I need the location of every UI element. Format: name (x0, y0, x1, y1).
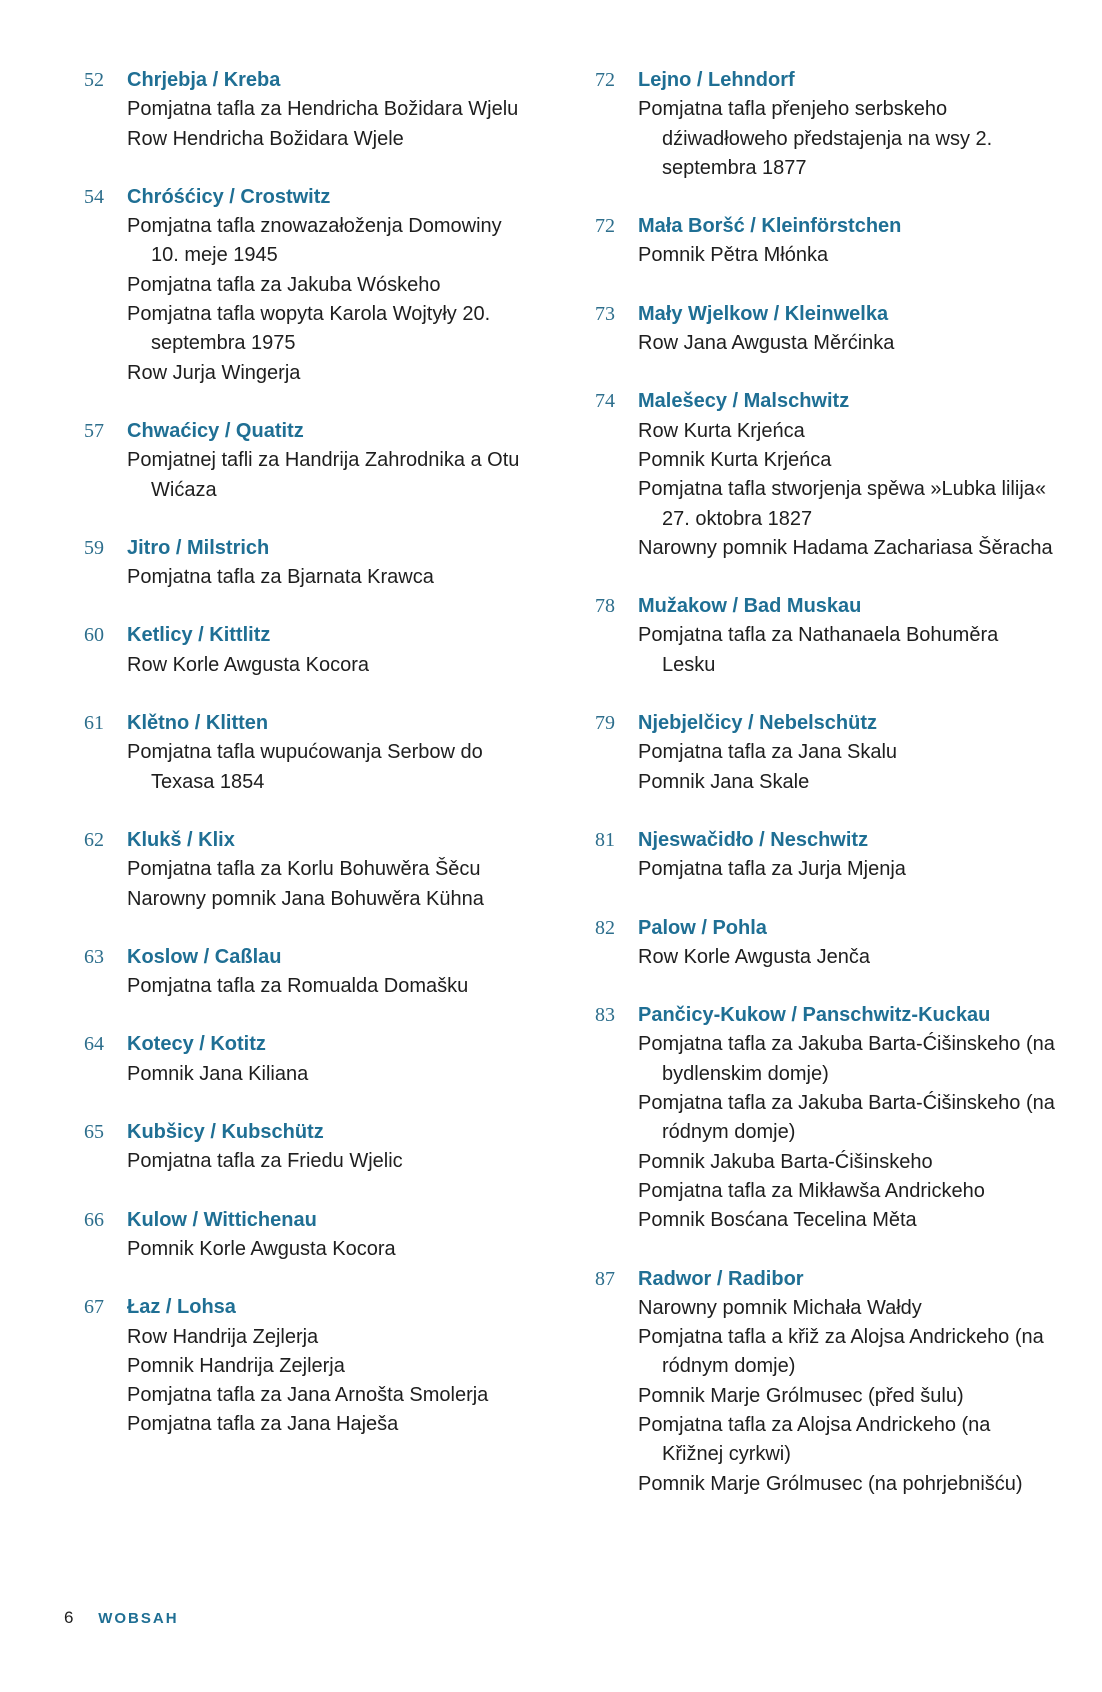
toc-item: Row Handrija Zejlerja (127, 1325, 319, 1348)
toc-place-title[interactable]: Koslow / Caßlau (127, 945, 282, 968)
toc-place-title[interactable]: Chwaćicy / Quatitz (127, 419, 304, 442)
toc-entry (575, 709, 1055, 797)
toc-item-list (127, 1147, 534, 1176)
toc-item: Pomjatna tafla za Jakuba Wóskeho (127, 273, 441, 296)
toc-item: Pomnik Handrija Zejlerja (127, 1354, 345, 1377)
toc-place-title[interactable]: Kubšicy / Kubschütz (127, 1121, 324, 1144)
toc-item: Pomnik Korle Awgusta Kocora (127, 1237, 396, 1260)
toc-item: Pomjatna tafla za Jurja Mjenja (638, 858, 906, 881)
toc-entry (64, 1030, 534, 1089)
toc-page-number: 72 (595, 69, 615, 91)
toc-item: Pomnik Marje Grólmusec (před šulu) (638, 1384, 964, 1407)
toc-item: Row Kurta Krjeńca (638, 419, 805, 442)
footer-page-number: 6 (64, 1608, 74, 1627)
toc-place-title[interactable]: Palow / Pohla (638, 916, 767, 939)
toc-item: Pomnik Jana Skale (638, 770, 810, 793)
toc-item: Pomjatna tafla za Alojsa Andrickeho (na Křižnej cyrkwi) (638, 1413, 991, 1466)
toc-place-title[interactable]: Klětno / Klitten (127, 712, 269, 735)
toc-item: Pomjatna tafla přenjeho serbskeho dźiwadłoweho předstajenja na wsy 2. septembra 1877 (638, 98, 993, 179)
toc-item: Pomjatna tafla a křiž za Alojsa Andrickeho (na ródnym domje) (638, 1326, 1044, 1378)
toc-item: Pomnik Jakuba Barta-Ćišinskeho (638, 1150, 933, 1173)
toc-item: Pomjatna tafla za Friedu Wjelic (127, 1150, 403, 1173)
toc-place-title[interactable]: Njebjelčicy / Nebelschütz (638, 712, 877, 735)
toc-place-title[interactable]: Lejno / Lehndorf (638, 69, 795, 91)
toc-item: Narowny pomnik Jana Bohuwěra Kühna (127, 887, 484, 910)
toc-page-number: 60 (84, 624, 104, 647)
toc-place-title[interactable]: Jitro / Milstrich (127, 536, 270, 559)
toc-place-title[interactable]: Kulow / Wittichenau (127, 1208, 317, 1231)
toc-page-number: 87 (595, 1267, 615, 1290)
toc-place-title[interactable]: Kotecy / Kotitz (127, 1033, 266, 1056)
toc-page-number: 73 (595, 302, 615, 325)
toc-page-number: 74 (595, 390, 615, 413)
toc-place-title[interactable]: Mały Wjelkow / Kleinwelka (638, 302, 889, 325)
toc-page-number: 66 (84, 1208, 104, 1231)
toc-item: Row Jurja Wingerja (127, 361, 301, 384)
toc-entry (64, 1293, 534, 1439)
toc-item-list (638, 1294, 1055, 1499)
toc-item-list (127, 738, 534, 797)
toc-item: Row Korle Awgusta Jenča (638, 945, 870, 968)
toc-item: Pomjatna tafla za Romualda Domašku (127, 975, 469, 998)
toc-item-list (127, 855, 534, 914)
toc-item: Pomnik Marje Grólmusec (na pohrjebnišću) (638, 1472, 1023, 1495)
toc-item-list (638, 329, 1055, 358)
toc-place-title[interactable]: Mała Boršć / Kleinförstchen (638, 215, 902, 238)
toc-page-number: 79 (595, 712, 615, 735)
toc-item: Pomjatna tafla za Jakuba Barta-Ćišinskeho (na ródnym domje) (638, 1092, 1055, 1144)
toc-entry (64, 183, 534, 388)
toc-item-list (638, 1030, 1055, 1235)
toc-item-list (127, 95, 534, 154)
toc-item-list (638, 738, 1055, 797)
toc-page-number: 81 (595, 828, 615, 851)
toc-item: Pomjatna tafla za Jana Skalu (638, 741, 898, 764)
toc-page-number: 83 (595, 1004, 615, 1027)
toc-page-number: 63 (84, 945, 104, 968)
toc-page-number: 82 (595, 916, 615, 939)
toc-page-number: 52 (84, 69, 104, 91)
toc-entry (64, 417, 534, 505)
toc-item: Pomnik Kurta Krjeńca (638, 448, 832, 471)
toc-item: Pomjatna tafla za Bjarnata Krawca (127, 566, 434, 589)
toc-item: Row Hendricha Božidara Wjele (127, 127, 404, 150)
toc-item: Pomjatna tafla za Hendricha Božidara Wjelu (127, 98, 519, 121)
toc-page-number: 57 (84, 419, 104, 442)
toc-page-number: 62 (84, 828, 104, 851)
toc-entry (575, 387, 1055, 563)
footer-section-label: WOBSAH (98, 1610, 179, 1627)
toc-item-list (127, 212, 534, 388)
toc-item: Pomjatnej tafli za Handrija Zahrodnika a Otu Wićaza (127, 449, 520, 501)
page-footer (64, 1607, 179, 1630)
toc-place-title[interactable]: Chrjebja / Kreba (127, 69, 281, 91)
toc-entry (575, 66, 1055, 183)
toc-right-column (575, 66, 1055, 1528)
toc-entry (64, 1118, 534, 1177)
toc-place-title[interactable]: Njeswačidło / Neschwitz (638, 828, 869, 851)
toc-item: Pomjatna tafla za Korlu Bohuwěra Šěcu (127, 858, 481, 881)
toc-item-list (638, 241, 1055, 270)
toc-place-title[interactable]: Łaz / Lohsa (127, 1296, 236, 1319)
toc-item-list (127, 651, 534, 680)
toc-entry (64, 943, 534, 1002)
toc-entry (64, 66, 534, 154)
toc-item-list (127, 446, 534, 505)
toc-item: Pomjatna tafla za Mikławša Andrickeho (638, 1179, 985, 1202)
toc-item: Pomjatna tafla stworjenja spěwa »Lubka lilija« 27. oktobra 1827 (638, 478, 1047, 530)
toc-page-number: 65 (84, 1121, 104, 1144)
toc-item: Pomnik Jana Kiliana (127, 1062, 309, 1085)
toc-item: Row Jana Awgusta Měrćinka (638, 332, 895, 355)
toc-item: Pomjatna tafla znowazałoženja Domowiny 10. meje 1945 (127, 215, 502, 267)
toc-entry (64, 709, 534, 797)
toc-place-title[interactable]: Radwor / Radibor (638, 1267, 804, 1290)
toc-item-list (638, 943, 1055, 972)
toc-page-number: 78 (595, 595, 615, 618)
toc-item-list (638, 855, 1055, 884)
toc-left-column (64, 66, 534, 1469)
toc-place-title[interactable]: Chróśćicy / Crostwitz (127, 185, 331, 208)
toc-item-list (638, 95, 1055, 183)
toc-item: Pomjatna tafla za Jana Arnošta Smolerja (127, 1384, 489, 1407)
toc-entry (575, 914, 1055, 973)
toc-item: Pomjatna tafla za Jakuba Barta-Ćišinskeho (na bydlenskim domje) (638, 1033, 1055, 1085)
toc-entry (64, 826, 534, 914)
toc-item-list (127, 972, 534, 1001)
toc-item-list (638, 621, 1055, 680)
toc-page-number: 64 (84, 1033, 104, 1056)
toc-entry (575, 826, 1055, 885)
toc-item-list (127, 1323, 534, 1440)
toc-entry (64, 534, 534, 593)
toc-place-title[interactable]: Ketlicy / Kittlitz (127, 624, 271, 647)
toc-entry (64, 621, 534, 680)
toc-item: Pomnik Pětra Młónka (638, 244, 829, 267)
toc-item-list (127, 1060, 534, 1089)
toc-item-list (638, 417, 1055, 563)
toc-entry (575, 1001, 1055, 1235)
toc-page-number: 54 (84, 185, 104, 208)
toc-page-number: 59 (84, 536, 104, 559)
toc-item: Pomjatna tafla za Nathanaela Bohuměra Lesku (638, 624, 999, 676)
toc-item: Pomjatna tafla wopyta Karola Wojtyły 20. septembra 1975 (127, 303, 491, 355)
toc-item: Pomjatna tafla za Jana Haješa (127, 1413, 399, 1436)
toc-entry (575, 1265, 1055, 1499)
toc-item: Narowny pomnik Michała Wałdy (638, 1296, 922, 1319)
toc-place-title[interactable]: Klukš / Klix (127, 828, 235, 851)
toc-page-number: 61 (84, 712, 104, 735)
toc-entry (575, 212, 1055, 271)
toc-entry (575, 592, 1055, 680)
toc-entry (64, 1206, 534, 1265)
toc-item-list (127, 563, 534, 592)
toc-place-title[interactable]: Mužakow / Bad Muskau (638, 595, 862, 618)
toc-place-title[interactable]: Pančicy-Kukow / Panschwitz-Kuckau (638, 1004, 991, 1027)
toc-page-number: 72 (595, 215, 615, 238)
toc-entry (575, 300, 1055, 359)
toc-page-number: 67 (84, 1296, 104, 1319)
toc-item-list (127, 1235, 534, 1264)
toc-item: Pomjatna tafla wupućowanja Serbow do Texasa 1854 (127, 741, 483, 793)
toc-place-title[interactable]: Malešecy / Malschwitz (638, 390, 850, 413)
toc-item: Pomnik Bosćana Tecelina Měta (638, 1209, 917, 1232)
toc-item: Row Korle Awgusta Kocora (127, 653, 369, 676)
toc-item: Narowny pomnik Hadama Zachariasa Šěracha (638, 536, 1053, 559)
